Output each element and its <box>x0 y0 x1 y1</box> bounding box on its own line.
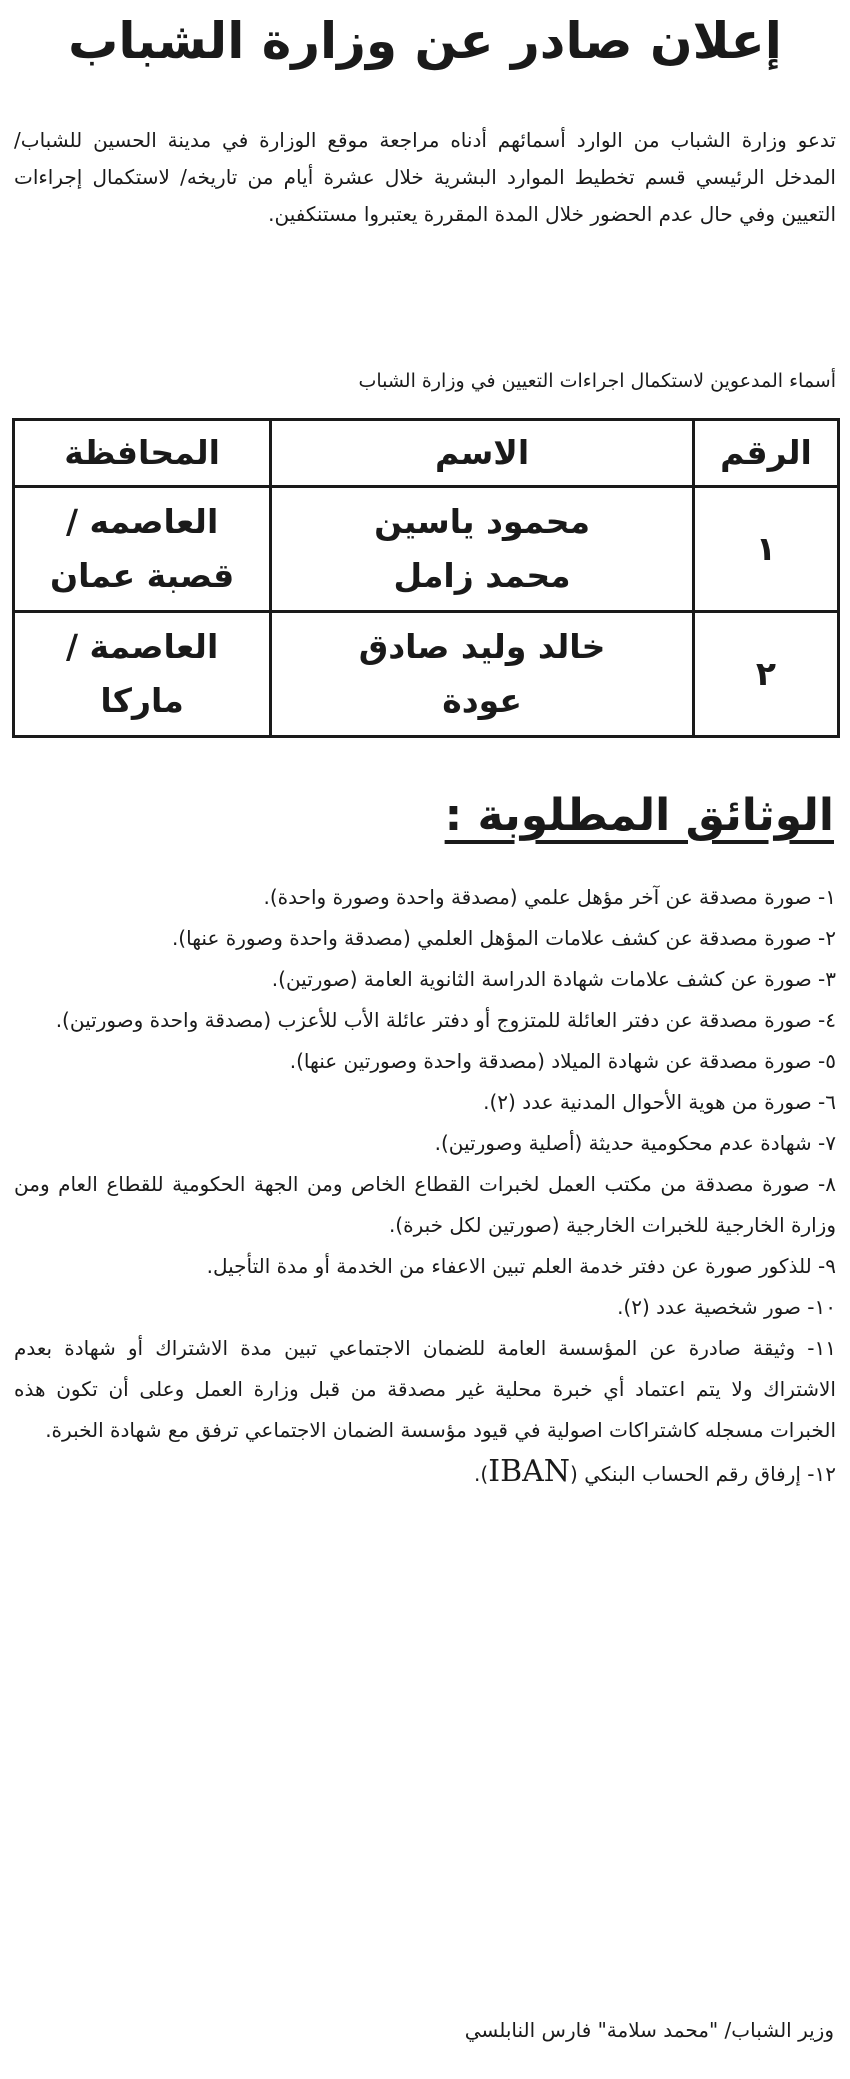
name-line: عودة <box>442 681 522 720</box>
header-number: الرقم <box>693 420 838 487</box>
name-line: خالد وليد صادق <box>358 627 606 666</box>
name-line: محمد زامل <box>393 556 571 595</box>
document-item: ٦- صورة من هوية الأحوال المدنية عدد (٢). <box>483 1090 836 1114</box>
table-row <box>14 487 839 612</box>
table-header-row <box>14 420 839 487</box>
document-item-iban <box>14 1451 836 1495</box>
header-name: الاسم <box>271 420 694 487</box>
document-item: ٥- صورة مصدقة عن شهادة الميلاد (مصدقة واحدة وصورتين عنها). <box>289 1049 836 1073</box>
document-item: ٢- صورة مصدقة عن كشف علامات المؤهل العلمي (مصدقة واحدة وصورة عنها). <box>171 926 836 950</box>
governorate-line: ماركا <box>100 681 184 720</box>
governorate-line: العاصمه / <box>65 502 219 541</box>
governorate-line: قصبة عمان <box>49 556 235 595</box>
documents-title: الوثائق المطلوبة : <box>444 790 834 841</box>
cell-governorate <box>14 612 271 737</box>
invitees-table <box>12 418 840 738</box>
document-item: ١- صورة مصدقة عن آخر مؤهل علمي (مصدقة واحدة وصورة واحدة). <box>263 885 836 909</box>
iban-prefix: ١٢- إرفاق رقم الحساب البنكي ( <box>570 1462 836 1486</box>
cell-governorate <box>14 487 271 612</box>
document-item: ٤- صورة مصدقة عن دفتر العائلة للمتزوج أو دفتر عائلة الأب للأعزب (مصدقة واحدة وصورتين). <box>55 1008 836 1032</box>
governorate-line: العاصمة / <box>65 627 219 666</box>
invitees-heading: أسماء المدعوين لاستكمال اجراءات التعيين في وزارة الشباب <box>358 370 836 392</box>
cell-name <box>271 612 694 737</box>
iban-suffix: ). <box>474 1462 489 1486</box>
iban-code: IBAN <box>488 1454 571 1489</box>
document-item: ١٠- صور شخصية عدد (٢). <box>617 1295 836 1319</box>
document-item: ٨- صورة مصدقة من مكتب العمل لخبرات القطاع الخاص ومن الجهة الحكومية للقطاع العام ومن وزارة الخارجية للخبرات الخارجية (صورتين لكل خبرة). <box>14 1172 836 1237</box>
header-governorate: المحافظة <box>14 420 271 487</box>
minister-signature: وزير الشباب/ "محمد سلامة" فارس النابلسي <box>464 2018 834 2042</box>
page-title: إعلان صادر عن وزارة الشباب <box>68 12 782 70</box>
cell-name <box>271 487 694 612</box>
document-item: ٩- للذكور صورة عن دفتر خدمة العلم تبين الاعفاء من الخدمة أو مدة التأجيل. <box>206 1254 836 1278</box>
table-row <box>14 612 839 737</box>
documents-list <box>14 877 836 1495</box>
cell-number: ١ <box>693 487 838 612</box>
name-line: محمود ياسين <box>374 502 590 541</box>
document-item: ١١- وثيقة صادرة عن المؤسسة العامة للضمان الاجتماعي تبين مدة الاشتراك أو شهادة بعدم الاشتراك ولا يتم اعتماد أي خبرة محلية غير مصدقة من قبل وزارة العمل وعلى أن تكون هذه الخبرات مسجله كاشتراكات اصولية في قيود مؤسسة الضمان الاجتماعي ترفق مع شهادة الخبرة. <box>14 1336 836 1442</box>
document-item: ٣- صورة عن كشف علامات شهادة الدراسة الثانوية العامة (صورتين). <box>271 967 836 991</box>
cell-number: ٢ <box>693 612 838 737</box>
document-item: ٧- شهادة عدم محكومية حديثة (أصلية وصورتين). <box>434 1131 836 1155</box>
intro-paragraph: تدعو وزارة الشباب من الوارد أسمائهم أدناه مراجعة موقع الوزارة في مدينة الحسين للشباب/ المدخل الرئيسي قسم تخطيط الموارد البشرية خلال عشرة أيام من تاريخه/ لاستكمال إجراءات التعيين وفي حال عدم الحضور خلال المدة المقررة يعتبروا مستنكفين. <box>14 128 836 226</box>
